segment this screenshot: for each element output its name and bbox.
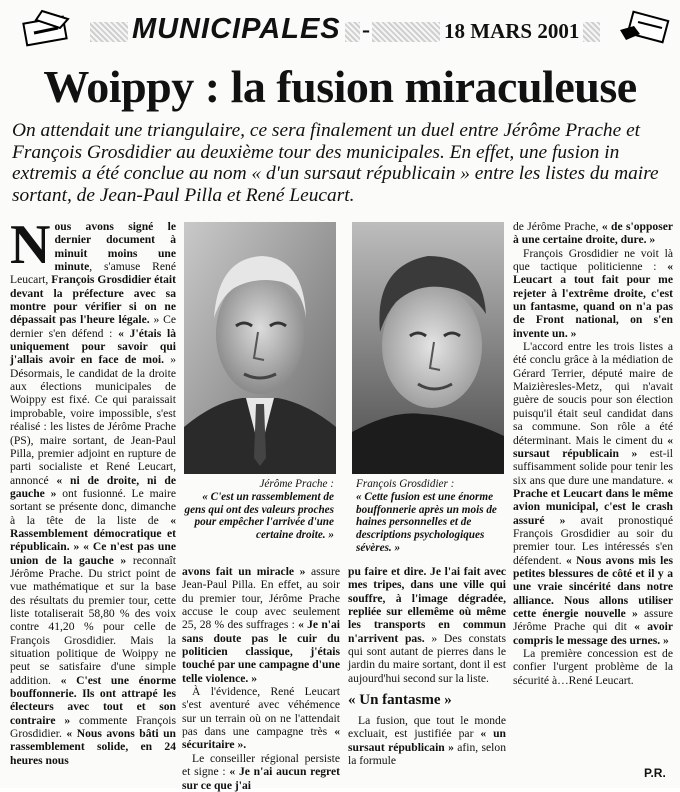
caption-quote: « Cette fusion est une énorme bouffonnerie après un mois de haines personnelles et de descriptions psychologiques sévères. » xyxy=(356,490,497,554)
quote: « Nous avons bâti un rassemblement solide, en 24 heures nous xyxy=(10,727,176,767)
column-4 xyxy=(513,220,673,687)
quote: « Rassemblement démocratique et républicain. » xyxy=(10,513,176,554)
caption-quote: « C'est un rassemblement de gens qui ont des valeurs proches pour empêcher l'arrivée d'une certaine droite. » xyxy=(184,490,334,542)
page-header xyxy=(0,0,680,58)
body-text: À l'évidence, René Leucart s'est aventuré avec véhémence sur un terrain où on ne l'attendait pas dans une campagne très xyxy=(182,685,340,739)
body-text: reconnaît Jérôme Prache. Du strict point de vue mathématique et sur la base des résultats du premier tour, cette liste totaliserait 58,80 % des voix contre 41,20 % pour celle de François Grosdidier. Mais la situation politique de Woippy ne peut se satisfaire d'une simple addition. xyxy=(10,553,176,687)
column-3 xyxy=(348,565,506,767)
caption-jerome-prache xyxy=(184,478,334,542)
headline: Woippy : la fusion miraculeuse xyxy=(43,61,637,112)
body-text: La première concession est de confier l'urgent problème de la sécurité à…René Leucart. xyxy=(513,647,673,687)
issue-date: 18 MARS 2001 xyxy=(440,18,583,44)
body-text: » Ce dernier s'en défend : xyxy=(10,313,176,340)
quote: « Je n'ai sans doute pas le cuir du politicien classique, j'étais touché par une campagne d'une telle violence. » xyxy=(182,618,341,685)
body-text: assure Jérôme Prache qui dit xyxy=(513,606,673,634)
quote: François Grosdidier était devant la préfecture avec sa montre pour vérifier si on ne dépassait pas l'heure légale. xyxy=(10,273,176,327)
quote: « Nous avons mis les petites blessures de côté et il y a une vraie sincérité dans notre alliance. Nous allons utiliser cette énergie nouvelle » xyxy=(513,553,673,620)
quote: « Ce n'est pas une union de la gauche » xyxy=(10,540,176,567)
body-text: est-il suffisamment solide pour tenir les six ans que dure une mandature. xyxy=(513,446,673,487)
quote: « avoir compris le message des urnes. » xyxy=(513,620,673,647)
ballot-box-icon xyxy=(22,6,80,48)
author-signature: P.R. xyxy=(644,766,666,780)
body-text: , s'amuse René Leucart, xyxy=(10,260,176,287)
caption-name: François Grosdidier : xyxy=(356,478,455,490)
body-text: afin, selon la formule xyxy=(348,740,506,768)
quote: « Prache et Leucart dans le même avion municipal, c'est le crash assuré » xyxy=(513,473,673,527)
body-text: L'accord entre les trois listes a été conclu grâce à la médiation de Gérard Terrier, député maire de Maizièresles-Metz, qui n'avait guère de soucis pour son élection puisqu'il était seul candidat dans sa commune. Son rôle a été déterminant. Mais le ciment du xyxy=(513,340,673,447)
quote: « sécuritaire ». xyxy=(182,725,340,752)
photo-jerome-prache xyxy=(184,222,336,474)
quote: « J'étais là uniquement pour savoir qui j'allais avoir en face de moi. xyxy=(10,326,177,367)
quote: « sursaut républicain » xyxy=(513,433,673,460)
body-text: François Grosdidier ne voit là que tactique politicienne : xyxy=(513,246,673,274)
lede: On attendait une triangulaire, ce sera finalement un duel entre Jérôme Prache et François Grosdidier au deuxième tour des municipales. En effet, une fusion in extremis a été conclue au nom « d'un sursaut républicain » entre les listes du maire sortant, de Jean-Paul Pilla et René Leucart. xyxy=(12,120,659,206)
quote: « Leucart a tout fait pour me rejeter à l'extrême droite, c'est un fantasme, quand on n'a pas de Front national, on s'en invente un. » xyxy=(513,260,673,340)
column-1 xyxy=(10,214,177,767)
body-text: ont fusionné. Le maire sortant se présente donc, dimanche à la tête de la liste de xyxy=(10,486,177,527)
ballot-hand-icon xyxy=(618,6,676,48)
drop-cap: N xyxy=(10,214,51,276)
quote: « C'est une énorme bouffonnerie. Ils ont attrapé les électeurs avec tout et son contraire » xyxy=(10,673,176,727)
body-text: commente François Grosdidier. xyxy=(10,713,176,741)
body-text: La fusion, que tout le monde excluait, est justifiée par xyxy=(348,714,506,741)
caption-name: Jérôme Prache : xyxy=(259,478,334,490)
caption-francois-grosdidier xyxy=(356,478,506,555)
header-dash: - xyxy=(362,17,370,43)
column-2 xyxy=(182,565,340,792)
body-text: Le conseiller régional persiste et signe : xyxy=(182,751,340,779)
quote: « un sursaut républicain » xyxy=(348,727,507,754)
quote: avons fait un miracle » xyxy=(182,565,306,578)
body-text: de Jérôme Prache, xyxy=(513,220,602,233)
quote: « ni de droite, ni de gauche » xyxy=(10,473,176,500)
photo-francois-grosdidier xyxy=(352,222,504,474)
quote: « de s'opposer à une certaine droite, dure. » xyxy=(513,220,673,247)
section-title: MUNICIPALES xyxy=(128,12,345,46)
quote: « Je n'ai aucun regret sur ce que j'ai xyxy=(182,765,340,792)
body-text: avait pronostiqué François Grosdidier au soir du premier tour. Les intéressés s'en défendent. xyxy=(513,513,673,567)
subheading: « Un fantasme » xyxy=(348,692,452,709)
body-text: » Désormais, le candidat de la droite aux élections municipales de Woippy est fixé. Ce qui paraissait improbable, voire impossible, s'est réalisé : les listes de Jérôme Prache (PS), maire sortant, de Jean-Paul Pilla, premier adjoint en rupture de parti socialiste et René Leucart, annoncé xyxy=(10,353,176,487)
body-text: assure Jean-Paul Pilla. En effet, au soir du premier tour, Jérôme Prache accuse le coup avec seulement 25, 28 % des suffrages : xyxy=(182,565,340,632)
body-text: » Des constats qui sont autant de pierres dans le jardin du maire sortant, dont il est aujourd'hui second sur la liste. xyxy=(348,631,506,685)
quote: pu faire et dire. Je l'ai fait avec mes tripes, dans une ville qui souffre, à l'image dégradée, repliée sur ellemême où même les transports en commun n'arrivent pas. xyxy=(348,565,506,645)
quote: ous avons signé le dernier document à minuit moins une minute xyxy=(54,220,176,274)
